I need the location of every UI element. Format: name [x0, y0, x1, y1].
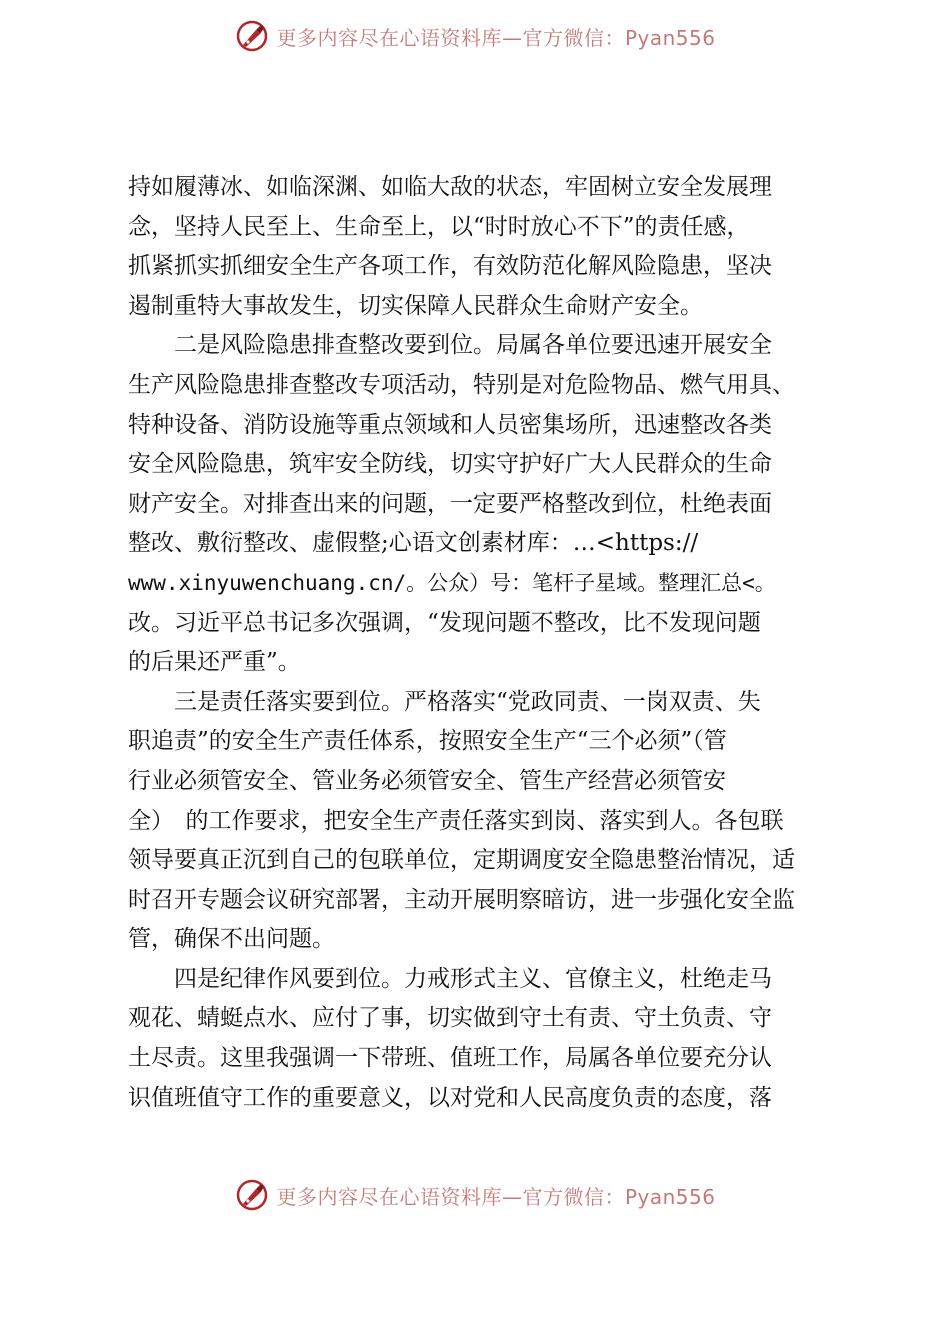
text-line: 生产风险隐患排查整改专项活动，特别是对危险物品、燃气用具、 — [128, 371, 795, 398]
text-line: 土尽责。这里我强调一下带班、值班工作，局属各单位要充分认 — [128, 1045, 772, 1072]
banner-text: 更多内容尽在心语资料库—官方微信：Pyan556 — [276, 25, 716, 50]
text-line: 财产安全。对排查出来的问题，一定要严格整改到位，杜绝表面 — [128, 490, 772, 517]
paragraph-hazard-rectification — [128, 326, 848, 682]
text-line: 观花、蜻蜓点水、应付了事，切实做到守土有责、守土负责、守 — [128, 1005, 772, 1032]
text-line: 四是纪律作风要到位。力戒形式主义、官僚主义，杜绝走马 — [128, 965, 772, 992]
text-line: 领导要真正沉到自己的包联单位，定期调度安全隐患整治情况，适 — [128, 847, 795, 874]
text-line-url: www.xinyuwenchuang.cn/。公众）号：笔杆子星域。整理汇总<。 — [128, 570, 776, 595]
text-line: 识值班值守工作的重要意义，以对党和人民高度负责的态度，落 — [128, 1084, 772, 1111]
text-line: 的后果还严重”。 — [128, 649, 301, 676]
text-line: 抓紧抓实抓细安全生产各项工作，有效防范化解风险隐患，坚决 — [128, 253, 772, 280]
footer-banner — [0, 1175, 950, 1215]
text-line: 持如履薄冰、如临深渊、如临大敌的状态，牢固树立安全发展理 — [128, 174, 772, 200]
header-banner — [0, 16, 950, 56]
paragraph-responsibility — [128, 683, 848, 960]
text-line: 安全风险隐患，筑牢安全防线，切实守护好广大人民群众的生命 — [128, 451, 772, 478]
text-line: 念，坚持人民至上、生命至上，以“时时放心不下”的责任感， — [128, 213, 750, 240]
text-line: 职追责”的安全生产责任体系，按照安全生产“三个必须”（管 — [128, 728, 727, 755]
paragraph-discipline — [128, 960, 848, 1118]
text-line: 二是风险隐患排查整改要到位。局属各单位要迅速开展安全 — [128, 332, 772, 359]
text-line: 特种设备、消防设施等重点领域和人员密集场所，迅速整改各类 — [128, 411, 772, 438]
paragraph-continuation — [128, 168, 848, 326]
text-line: 改。习近平总书记多次强调，“发现问题不整改，比不发现问题 — [128, 609, 761, 636]
text-line: 遏制重特大事故发生，切实保障人民群众生命财产安全。 — [128, 292, 703, 319]
document-body — [128, 168, 848, 1118]
pen-nib-icon — [234, 1177, 270, 1213]
text-line: 管，确保不出问题。 — [128, 926, 335, 953]
text-line: 时召开专题会议研究部署，主动开展明察暗访，进一步强化安全监 — [128, 886, 795, 913]
pen-nib-icon — [234, 18, 270, 54]
text-line: 行业必须管安全、管业务必须管安全、管生产经营必须管安 — [128, 767, 726, 794]
text-line: 三是责任落实要到位。严格落实“党政同责、一岗双责、失 — [128, 688, 761, 715]
text-line: 整改、敷衍整改、虚假整;心语文创素材库：…<https:// — [128, 530, 699, 557]
text-line: 全） 的工作要求，把安全生产责任落实到岗、落实到人。各包联 — [128, 807, 784, 834]
banner-text: 更多内容尽在心语资料库—官方微信：Pyan556 — [276, 1184, 716, 1209]
